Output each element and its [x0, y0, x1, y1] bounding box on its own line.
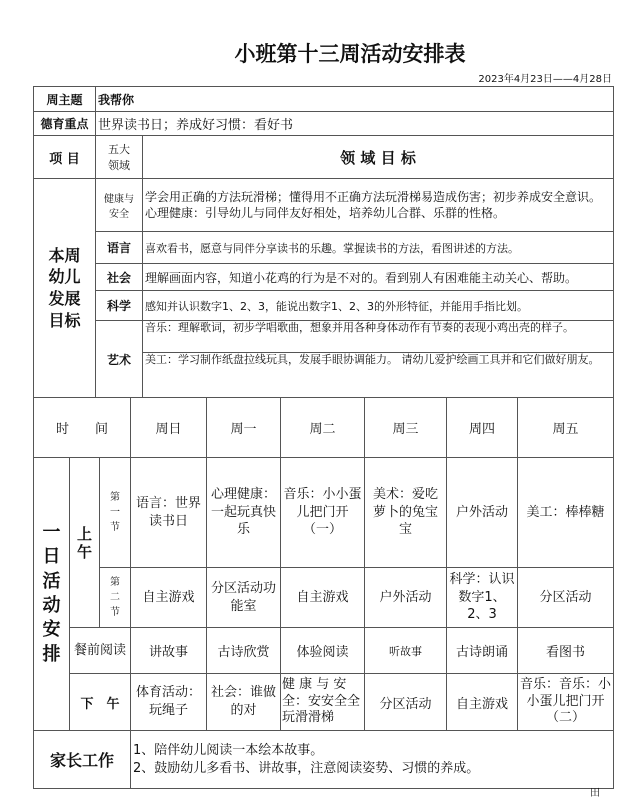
schedule-cell: 分区活动功能室 — [207, 568, 281, 628]
schedule-cell: 古诗欣赏 — [207, 628, 281, 674]
schedule-header-row — [34, 398, 614, 458]
goal-domain: 语言 — [96, 232, 143, 264]
schedule-cell: 音乐：小小蛋儿把门开（一） — [281, 458, 365, 568]
schedule-cell: 自主游戏 — [131, 568, 207, 628]
schedule-cell: 户外活动 — [365, 568, 447, 628]
time-header: 时 间 — [34, 398, 131, 458]
day-header: 周日 — [131, 398, 207, 458]
goal-text: 理解画面内容，知道小花鸡的行为是不对的。看到别人有困难能主动关心、帮助。 — [143, 264, 614, 291]
schedule-cell: 语言：世界读书日 — [131, 458, 207, 568]
schedule-cell: 分区活动 — [365, 674, 447, 731]
reading-row — [34, 628, 614, 674]
goal-text-line: 学会用正确的方法玩滑梯；懂得用不正确方法玩滑梯易造成伤害；初步养成安全意识。 — [145, 189, 602, 204]
moral-row — [34, 112, 614, 136]
afternoon-label: 下 午 — [70, 674, 131, 731]
goal-text: 感知并认识数字1、2、3，能说出数字1、2、3的外形特征，并能用手指比划。 — [143, 291, 614, 321]
goals-header-row — [34, 136, 614, 179]
period1-row — [34, 458, 614, 568]
schedule-cell: 自主游戏 — [281, 568, 365, 628]
page-title: 小班第十三周活动安排表 — [234, 42, 466, 66]
period2-row — [34, 568, 614, 628]
domains-header: 五大领域 — [96, 136, 143, 179]
day-header: 周四 — [447, 398, 518, 458]
period1-label: 第一节 — [100, 458, 131, 568]
schedule-cell: 自主游戏 — [447, 674, 518, 731]
goal-text — [143, 321, 614, 398]
goal-domain: 科学 — [96, 291, 143, 321]
goals-header: 领 域 目 标 — [143, 136, 614, 179]
schedule-cell: 美工：棒棒糖 — [518, 458, 614, 568]
schedule-cell: 社会：谁做的对 — [207, 674, 281, 731]
reading-label: 餐前阅读 — [70, 628, 131, 674]
schedule-table — [33, 397, 614, 789]
parents-item: 1、陪伴幼儿阅读一本绘本故事。 — [133, 742, 324, 758]
goal-text-line: 心理健康：引导幼儿与同伴友好相处，培养幼儿合群、乐群的性格。 — [145, 206, 506, 220]
schedule-cell: 看图书 — [518, 628, 614, 674]
goal-row — [34, 264, 614, 291]
day-header: 周二 — [281, 398, 365, 458]
schedule-cell: 户外活动 — [447, 458, 518, 568]
schedule-cell: 体育活动：玩绳子 — [131, 674, 207, 731]
goal-domain: 艺术 — [96, 321, 143, 398]
goal-domain: 社会 — [96, 264, 143, 291]
moral-value: 世界读书日；养成好习惯：看好书 — [96, 112, 614, 136]
parents-item: 2、鼓励幼儿多看书、讲故事，注意阅读姿势、习惯的养成。 — [133, 760, 480, 776]
schedule-section-label: 一日活动安排 — [34, 458, 70, 731]
schedule-cell: 心理健康：一起玩真快乐 — [207, 458, 281, 568]
parents-row — [34, 731, 614, 789]
schedule-cell: 古诗朗诵 — [447, 628, 518, 674]
goal-row — [34, 232, 614, 264]
goal-text-line: 音乐：理解歌词，初步学唱歌曲，想象并用各种身体动作有节奏的表现小鸡出壳的样子。 — [143, 321, 613, 353]
parents-label: 家长工作 — [34, 731, 131, 789]
schedule-cell: 讲故事 — [131, 628, 207, 674]
schedule-cell: 体验阅读 — [281, 628, 365, 674]
schedule-cell: 分区活动 — [518, 568, 614, 628]
goal-text — [143, 179, 614, 232]
schedule-cell: 美术：爱吃萝卜的兔宝宝 — [365, 458, 447, 568]
item-header: 项 目 — [34, 136, 96, 179]
date-range: 2023年4月23日——4月28日 — [478, 74, 612, 85]
theme-row — [34, 87, 614, 112]
goal-text-line: 美工：学习制作纸盘拉线玩具，发展手眼协调能力。 请幼儿爱护绘画工具并和它们做好朋友。 — [145, 353, 600, 366]
theme-label: 周主题 — [34, 87, 96, 112]
day-header: 周五 — [518, 398, 614, 458]
schedule-cell: 音乐：音乐：小小蛋儿把门开（二） — [518, 674, 614, 731]
goal-row — [34, 179, 614, 232]
goals-table — [33, 86, 614, 398]
moral-label: 德育重点 — [34, 112, 96, 136]
morning-label: 上午 — [70, 458, 100, 628]
footer-mark: 田 — [590, 788, 600, 799]
theme-value: 我帮你 — [96, 87, 614, 112]
schedule-cell: 听故事 — [365, 628, 447, 674]
schedule-cell: 健 康 与 安全：安安全全玩滑滑梯 — [281, 674, 365, 731]
schedule-cell: 科学：认识数字1、2、3 — [447, 568, 518, 628]
goal-domain: 健康与安全 — [96, 179, 143, 232]
day-header: 周一 — [207, 398, 281, 458]
goal-row — [34, 321, 614, 398]
goal-text: 喜欢看书，愿意与同伴分享读书的乐趣。掌握读书的方法，看图讲述的方法。 — [143, 232, 614, 264]
parents-items — [131, 731, 614, 789]
day-header: 周三 — [365, 398, 447, 458]
goal-row — [34, 291, 614, 321]
afternoon-row — [34, 674, 614, 731]
period2-label: 第二节 — [100, 568, 131, 628]
goals-section-label: 本周幼儿发展目标 — [34, 179, 96, 398]
